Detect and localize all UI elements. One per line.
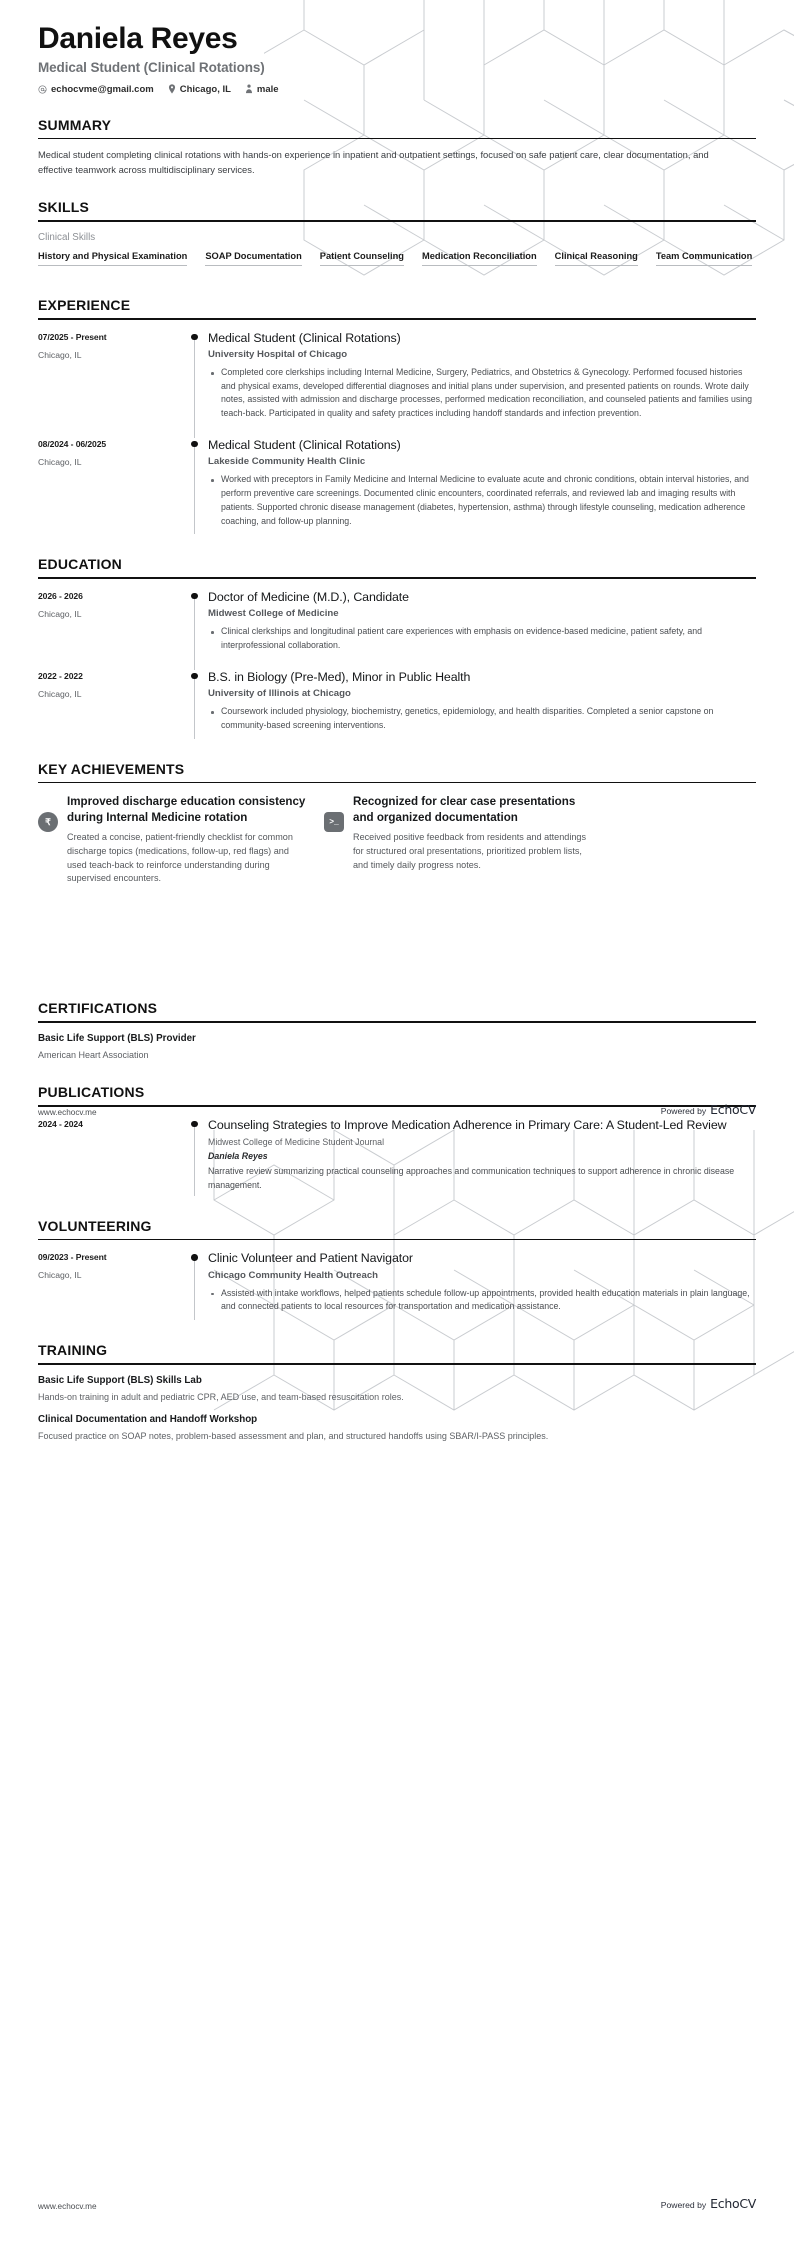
entry-body bbox=[208, 438, 756, 534]
entry-organization: Chicago Community Health Outreach bbox=[208, 1269, 379, 1281]
training-description: Focused practice on SOAP notes, problem-based assessment and plan, and structured handoffs using SBAR/I-PASS principles. bbox=[38, 1431, 549, 1442]
entry-date: 2026 - 2026 bbox=[38, 590, 83, 601]
entry-title: Medical Student (Clinical Rotations) bbox=[208, 437, 401, 452]
achievement-card bbox=[324, 794, 592, 886]
volunteering-entry bbox=[38, 1251, 756, 1320]
terminal-icon: >_ bbox=[324, 812, 344, 832]
contact-gender-text: male bbox=[256, 83, 279, 95]
entry-date: 2022 - 2022 bbox=[38, 670, 83, 681]
publication-journal: Midwest College of Medicine Student Journal bbox=[208, 1137, 385, 1148]
section-title-education: EDUCATION bbox=[38, 556, 122, 573]
entry-title: Medical Student (Clinical Rotations) bbox=[208, 330, 401, 345]
section-rule bbox=[38, 782, 756, 784]
entry-date: 07/2025 - Present bbox=[38, 331, 107, 342]
skill-chip: Team Communication bbox=[656, 251, 752, 266]
certification-name: Basic Life Support (BLS) Provider bbox=[38, 1032, 196, 1044]
publication-author: Daniela Reyes bbox=[208, 1151, 268, 1162]
entry-bullets bbox=[208, 705, 756, 732]
candidate-role: Medical Student (Clinical Rotations) bbox=[38, 59, 265, 75]
section-volunteering bbox=[38, 1218, 756, 1321]
section-title-achievements: KEY ACHIEVEMENTS bbox=[38, 760, 185, 777]
contact-location bbox=[168, 84, 231, 95]
skill-chip: History and Physical Examination bbox=[38, 251, 187, 266]
entry-location: Chicago, IL bbox=[38, 688, 82, 699]
footer-url[interactable]: www.echocv.me bbox=[38, 2202, 97, 2211]
section-title-experience: EXPERIENCE bbox=[38, 296, 131, 313]
timeline-dot bbox=[191, 1254, 198, 1261]
entry-body bbox=[208, 590, 756, 659]
entry-bullets bbox=[208, 1287, 756, 1314]
section-title-skills: SKILLS bbox=[38, 199, 89, 216]
section-rule bbox=[38, 1363, 756, 1365]
timeline-dot bbox=[191, 1121, 198, 1128]
contact-bar bbox=[38, 84, 756, 95]
timeline-dot bbox=[191, 673, 198, 680]
education-entry bbox=[38, 590, 756, 659]
section-rule bbox=[38, 318, 756, 320]
publication-note: Narrative review summarizing practical counseling approaches and communication techniques to support adherence in chronic disease management. bbox=[208, 1166, 735, 1190]
achievements-grid bbox=[38, 794, 756, 886]
contact-gender bbox=[245, 84, 279, 95]
entry-meta bbox=[38, 1251, 186, 1320]
entry-location: Chicago, IL bbox=[38, 1270, 82, 1281]
training-item bbox=[38, 1414, 756, 1444]
echocv-logo: EchoCV bbox=[710, 2196, 756, 2211]
email-icon bbox=[38, 85, 47, 94]
achievement-text bbox=[353, 794, 592, 886]
rupee-badge-icon: ₹ bbox=[38, 812, 58, 832]
timeline-dot bbox=[191, 334, 198, 341]
publication-title: Counseling Strategies to Improve Medication Adherence in Primary Care: A Student-Led Review bbox=[208, 1117, 727, 1132]
timeline-rail bbox=[186, 590, 208, 659]
footer-powered-by bbox=[661, 2196, 756, 2211]
entry-title: Clinic Volunteer and Patient Navigator bbox=[208, 1251, 413, 1266]
location-pin-icon bbox=[168, 84, 176, 94]
entry-location: Chicago, IL bbox=[38, 349, 82, 360]
entry-date: 09/2023 - Present bbox=[38, 1252, 107, 1263]
contact-email-text: echocvme@gmail.com bbox=[51, 83, 154, 95]
entry-meta bbox=[38, 438, 186, 534]
skills-list bbox=[38, 251, 756, 275]
contact-email[interactable] bbox=[38, 84, 154, 95]
candidate-name: Daniela Reyes bbox=[38, 22, 238, 55]
section-rule bbox=[38, 1239, 756, 1241]
contact-location-text: Chicago, IL bbox=[179, 83, 231, 95]
timeline-line bbox=[194, 1122, 195, 1196]
achievement-title: Recognized for clear case presentations and organized documentation bbox=[353, 795, 576, 824]
experience-entry bbox=[38, 438, 756, 534]
achievement-description: Received positive feedback from residents and attendings for structured oral presentations, prioritized problem lists, and timely daily progress notes. bbox=[353, 831, 587, 870]
entry-organization: University Hospital of Chicago bbox=[208, 349, 348, 361]
skill-chip: Patient Counseling bbox=[320, 251, 404, 266]
timeline-dot bbox=[191, 441, 198, 448]
entry-organization: Lakeside Community Health Clinic bbox=[208, 456, 366, 468]
experience-entry bbox=[38, 331, 756, 427]
timeline-line bbox=[194, 335, 195, 438]
achievement-card bbox=[38, 794, 306, 886]
achievement-text bbox=[67, 794, 306, 886]
publication-entry bbox=[38, 1118, 756, 1196]
section-title-publications: PUBLICATIONS bbox=[38, 1084, 145, 1101]
timeline-line bbox=[194, 674, 195, 739]
page-break-spacer bbox=[38, 886, 756, 978]
entry-date: 08/2024 - 06/2025 bbox=[38, 438, 107, 449]
section-summary bbox=[38, 117, 756, 178]
bullet-item: Worked with preceptors in Family Medicine and Internal Medicine to evaluate acute and chronic conditions, obtain interval histories, and perform preventive care screenings. Documented clinic encounters, coordinated referrals, and reviewed lab and imaging results with patients. Supported chronic disease management (diabetes, hypertension, asthma) through lifestyle counseling, medication adherence coaching, and follow-up planning. bbox=[219, 473, 756, 528]
certification-issuer: American Heart Association bbox=[38, 1049, 149, 1060]
section-training bbox=[38, 1342, 756, 1444]
entry-meta bbox=[38, 1118, 186, 1196]
page-footer bbox=[38, 2196, 756, 2211]
entry-location: Chicago, IL bbox=[38, 608, 82, 619]
section-rule bbox=[38, 220, 756, 222]
certification-item bbox=[38, 1033, 756, 1063]
entry-title: Doctor of Medicine (M.D.), Candidate bbox=[208, 589, 409, 604]
page-footer bbox=[38, 1102, 756, 1117]
timeline-line bbox=[194, 1255, 195, 1320]
footer-powered-label: Powered by bbox=[660, 1106, 707, 1116]
skill-chip: Clinical Reasoning bbox=[555, 251, 638, 266]
bullet-item: Clinical clerkships and longitudinal patient care experiences with emphasis on evidence-based medicine, patient safety, and interprofessional collaboration. bbox=[219, 625, 756, 652]
entry-meta bbox=[38, 590, 186, 659]
section-title-training: TRAINING bbox=[38, 1342, 108, 1359]
person-icon bbox=[245, 84, 253, 94]
entry-organization: University of Illinois at Chicago bbox=[208, 688, 351, 700]
entry-body bbox=[208, 1251, 756, 1320]
section-education bbox=[38, 556, 756, 738]
entry-meta bbox=[38, 331, 186, 427]
training-name: Clinical Documentation and Handoff Workshop bbox=[38, 1414, 258, 1426]
resume-header bbox=[38, 0, 756, 95]
achievement-description: Created a concise, patient-friendly checklist for common discharge topics (medications, follow-up, red flags) and used teach-back to reinforce understanding during supervised encounters. bbox=[67, 831, 293, 884]
training-name: Basic Life Support (BLS) Skills Lab bbox=[38, 1374, 202, 1386]
timeline-dot bbox=[191, 593, 198, 600]
section-rule bbox=[38, 1021, 756, 1023]
entry-bullets bbox=[208, 473, 756, 528]
entry-organization: Midwest College of Medicine bbox=[208, 608, 339, 620]
entry-location: Chicago, IL bbox=[38, 456, 82, 467]
section-key-achievements bbox=[38, 761, 756, 886]
skill-chip: Medication Reconciliation bbox=[422, 251, 537, 266]
entry-bullets bbox=[208, 366, 756, 421]
training-description: Hands-on training in adult and pediatric CPR, AED use, and team-based resuscitation roles. bbox=[38, 1391, 404, 1402]
echocv-logo: EchoCV bbox=[710, 1102, 756, 1117]
achievement-title: Improved discharge education consistency during Internal Medicine rotation bbox=[67, 795, 306, 824]
bullet-item: Completed core clerkships including Internal Medicine, Surgery, Pediatrics, and Obstetrics & Gynecology. Performed focused histories and physical exams, developed differential diagnoses and initial plans under supervision, and presented patients on rounds. Wrote daily notes, assisted with admission and discharge processes, performed medication reconciliation, and counseled patients and families using teach-back. Participated in quality and safety practices including handoff standards and infection prevention. bbox=[219, 366, 756, 421]
bullet-item: Assisted with intake workflows, helped patients schedule follow-up appointments, provided health education materials in plain language, and connected patients to local resources for transportation and medication assistance. bbox=[219, 1287, 756, 1314]
entry-body bbox=[208, 331, 756, 427]
timeline-rail bbox=[186, 670, 208, 739]
timeline-line bbox=[194, 594, 195, 670]
timeline-rail bbox=[186, 331, 208, 427]
bullet-item: Coursework included physiology, biochemistry, genetics, epidemiology, and health disparities. Completed a senior capstone on community-based screening interventions. bbox=[219, 705, 756, 732]
footer-powered-label: Powered by bbox=[660, 2200, 707, 2210]
entry-body bbox=[208, 1118, 756, 1196]
entry-meta bbox=[38, 670, 186, 739]
section-title-summary: SUMMARY bbox=[38, 116, 112, 133]
entry-date: 2024 - 2024 bbox=[38, 1118, 83, 1129]
education-entry bbox=[38, 670, 756, 739]
section-rule bbox=[38, 577, 756, 579]
training-item bbox=[38, 1375, 756, 1405]
section-title-certifications: CERTIFICATIONS bbox=[38, 1000, 158, 1017]
entry-bullets bbox=[208, 625, 756, 652]
timeline-rail bbox=[186, 438, 208, 534]
footer-powered-by bbox=[661, 1102, 756, 1117]
footer-url[interactable]: www.echocv.me bbox=[38, 1108, 97, 1117]
timeline-rail bbox=[186, 1118, 208, 1196]
skills-group-label: Clinical Skills bbox=[38, 231, 96, 243]
section-publications bbox=[38, 1084, 756, 1195]
summary-text: Medical student completing clinical rotations with hands-on experience in inpatient and outpatient settings, focused on safe patient care, clear documentation, and effective teamwork across multidisciplinary services. bbox=[38, 149, 709, 175]
entry-title: B.S. in Biology (Pre-Med), Minor in Public Health bbox=[208, 669, 471, 684]
section-rule bbox=[38, 138, 756, 140]
section-experience bbox=[38, 297, 756, 534]
section-certifications bbox=[38, 1000, 756, 1062]
entry-body bbox=[208, 670, 756, 739]
timeline-line bbox=[194, 442, 195, 534]
skill-chip: SOAP Documentation bbox=[205, 251, 301, 266]
timeline-rail bbox=[186, 1251, 208, 1320]
section-title-volunteering: VOLUNTEERING bbox=[38, 1217, 152, 1234]
section-skills bbox=[38, 199, 756, 275]
